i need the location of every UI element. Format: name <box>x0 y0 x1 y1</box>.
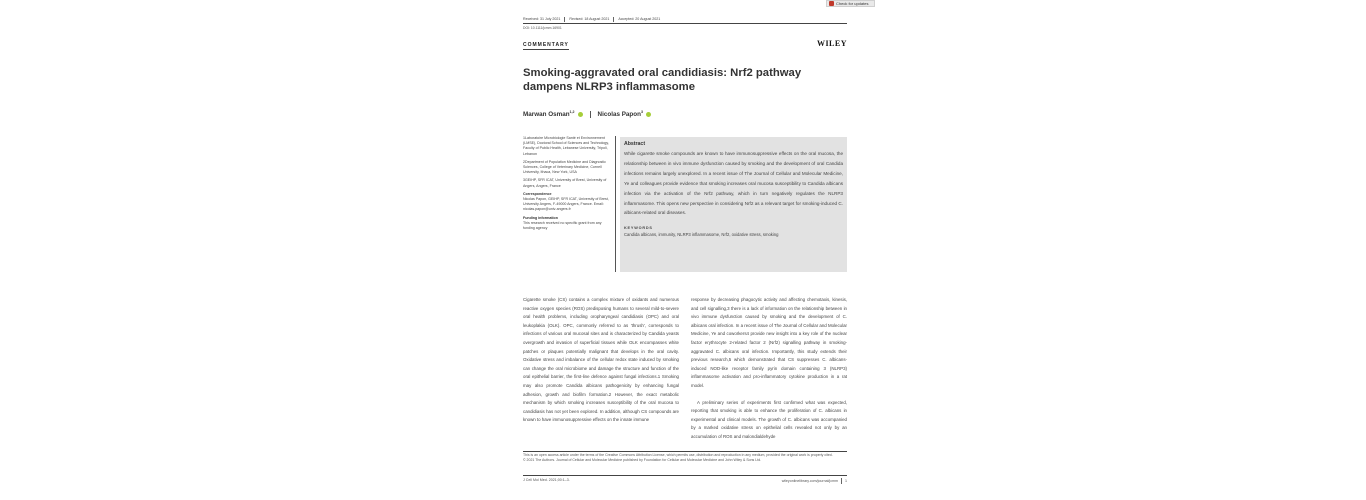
page-footer <box>523 478 847 484</box>
doi-link[interactable]: DOI: 10.1111/jcmm.16901 <box>523 26 562 30</box>
article-title: Smoking-aggravated oral candidiasis: Nrf2 pathway dampens NLRP3 inflammasome <box>523 67 802 93</box>
footer-rule <box>523 475 847 476</box>
page-number: 1 <box>845 479 847 483</box>
article-dates <box>523 17 660 22</box>
body-column-left <box>523 296 679 425</box>
author-name[interactable]: Marwan Osman$^{1,2}$ <box>523 110 575 119</box>
abstract-text: While cigarette smoke compounds are known to have immunosuppressive effects on the oral mucosa, the relationship between in vivo immune dysfunction caused by smoking and the development of oral Candida infections remains largely unexplored. In a recent issue of The Journal of Cellular and Molecular Medicine, Ye and colleagues provide evidence that smoking increases oral mucosa susceptibility to Candida albicans infection via the activation of the Nrf2 pathway, which in turn negatively regulates the NLRP3 inflammasome. This opens new perspective in considering Nrf2 as a relevant target for smoking-induced C. albicans-related oral diseases. <box>624 151 843 216</box>
author-name[interactable]: Nicolas Papon$^3$ <box>597 110 643 119</box>
article-page <box>523 0 847 500</box>
abstract-box <box>620 137 847 272</box>
divider <box>615 136 616 272</box>
body-paragraph: Cigarette smoke (CS) contains a complex mixture of oxidants and numerous reactive oxygen species (ROS) predisposing humans to several mild-to-severe oral health problems, including oropharyngeal candidiasis (OPC) and oral leukoplakia (OLK). OPC, commonly referred to as 'thrush', corresponds to infections of various oral mucosal sites and is characterized by Candida yeasts overgrowth and invasion of superficial tissues while OLK encompasses white patches or plaques potentially malignant that develops in the oral cavity. Oxidative stress and imbalance of the cellular redox state induced by smoking can change the oral microbiome and damage the structure and function of the oral epithelial barrier, the first-line defence against fungal infections.1 Smoking may also promote Candida albicans pathogenicity by enhancing fungal adhesion, growth and biofilm formation.2 However, the exact metabolic mechanism by which smoking increases susceptibility of the oral mucosa to candidiasis has not yet been explored. In addition, although CS compounds are known to have immunosuppressive effects on the innate immune <box>523 297 679 423</box>
accepted-date: Accepted: 20 August 2021 <box>618 17 661 21</box>
received-date: Received: 31 July 2021 <box>523 17 561 21</box>
copyright-text: © 2021 The Authors. Journal of Cellular and Molecular Medicine published by Foundation for Cellular and Molecular Medicine and John Wiley & Sons Ltd. <box>523 458 762 463</box>
journal-url-link[interactable]: wileyonlinelibrary.com/journal/jcmm <box>781 479 838 483</box>
license-text: This is an open access article under the terms of the Creative Commons Attribution License, which permits use, distribution and reproduction in any medium, provided the original work is properly cited. <box>523 453 833 457</box>
affiliations <box>523 136 613 234</box>
license-footnote <box>523 453 847 464</box>
keywords-heading: KEYWORDS <box>624 226 653 231</box>
funding-heading: Funding information <box>523 215 558 220</box>
section-label: COMMENTARY <box>523 42 569 48</box>
abstract-heading: Abstract <box>624 141 646 147</box>
citation: J Cell Mol Med. 2021;00:1–3. <box>523 478 570 482</box>
body-paragraph: response by decreasing phagocytic activity and affecting chemotaxis, kinesis, and cell signalling,3 there is a lack of information on the relationship between in vivo immune dysfunction caused by smoking and the development of C. albicans oral infection. In a recent issue of The Journal of Cellular and Molecular Medicine, Ye and coworkers4 provide new insight into a key role of the nuclear factor erythrocyte 2-related factor 2 (Nrf2) signalling pathway in smoking-aggravated C. albicans oral infection. Importantly, this study extends their previous research,5 which demonstrated that CS suppresses C. albicans-induced NOD-like receptor family pyrin domain containing 3 (NLRP3) inflammasome activation and pro-inflammatory cytokine production in a rat model. <box>691 297 847 388</box>
correspondence-heading: Correspondence <box>523 191 552 196</box>
keywords: Candida albicans, immunity, NLRP3 inflammasome, Nrf2, oxidative stress, smoking <box>624 232 779 238</box>
correspondence: Nicolas Papon, GEIHP, SFR ICAT, University of Brest, University Angers, F-49000 Angers, France. Email: nicolas.papon@univ-angers.fr <box>523 197 609 212</box>
affiliation: 3GEIHP, SFR ICAT, University of Brest, University of Angers, Angers, France <box>523 178 607 188</box>
orcid-icon[interactable] <box>646 112 651 117</box>
revised-date: Revised: 18 August 2021 <box>569 17 610 21</box>
funding: This research received no specific grant from any funding agency <box>523 220 602 231</box>
divider <box>613 17 614 22</box>
body-column-right <box>691 296 847 442</box>
divider <box>564 17 565 22</box>
divider <box>590 111 591 118</box>
affiliation: 1Laboratoire Microbiologie Santé et Environnement (LMSE), Doctoral School of Sciences and Technology, Faculty of Public Health, Lebanese University, Tripoli, Lebanon <box>523 136 609 156</box>
orcid-icon[interactable] <box>578 112 583 117</box>
divider <box>841 478 842 484</box>
check-for-updates-label: Check for updates <box>836 1 869 6</box>
affiliation: 2Department of Population Medicine and Diagnostic Sciences, College of Veterinary Medicine, Cornell University, Ithaca, New York, USA <box>523 159 606 175</box>
body-paragraph: A preliminary series of experiments first confirmed what was expected, reporting that smoking is able to enhance the proliferation of C. albicans in experimental and clinical models. The growth of C. albicans was accompanied by a marked oxidative stress on epithelial cells revealed not only by an accumulation of ROS and malondialdehyde <box>691 399 847 439</box>
publisher-logo: WILEY <box>816 39 847 48</box>
footnote-rule <box>523 451 847 452</box>
header-rule <box>523 23 847 24</box>
author-list <box>523 110 651 118</box>
